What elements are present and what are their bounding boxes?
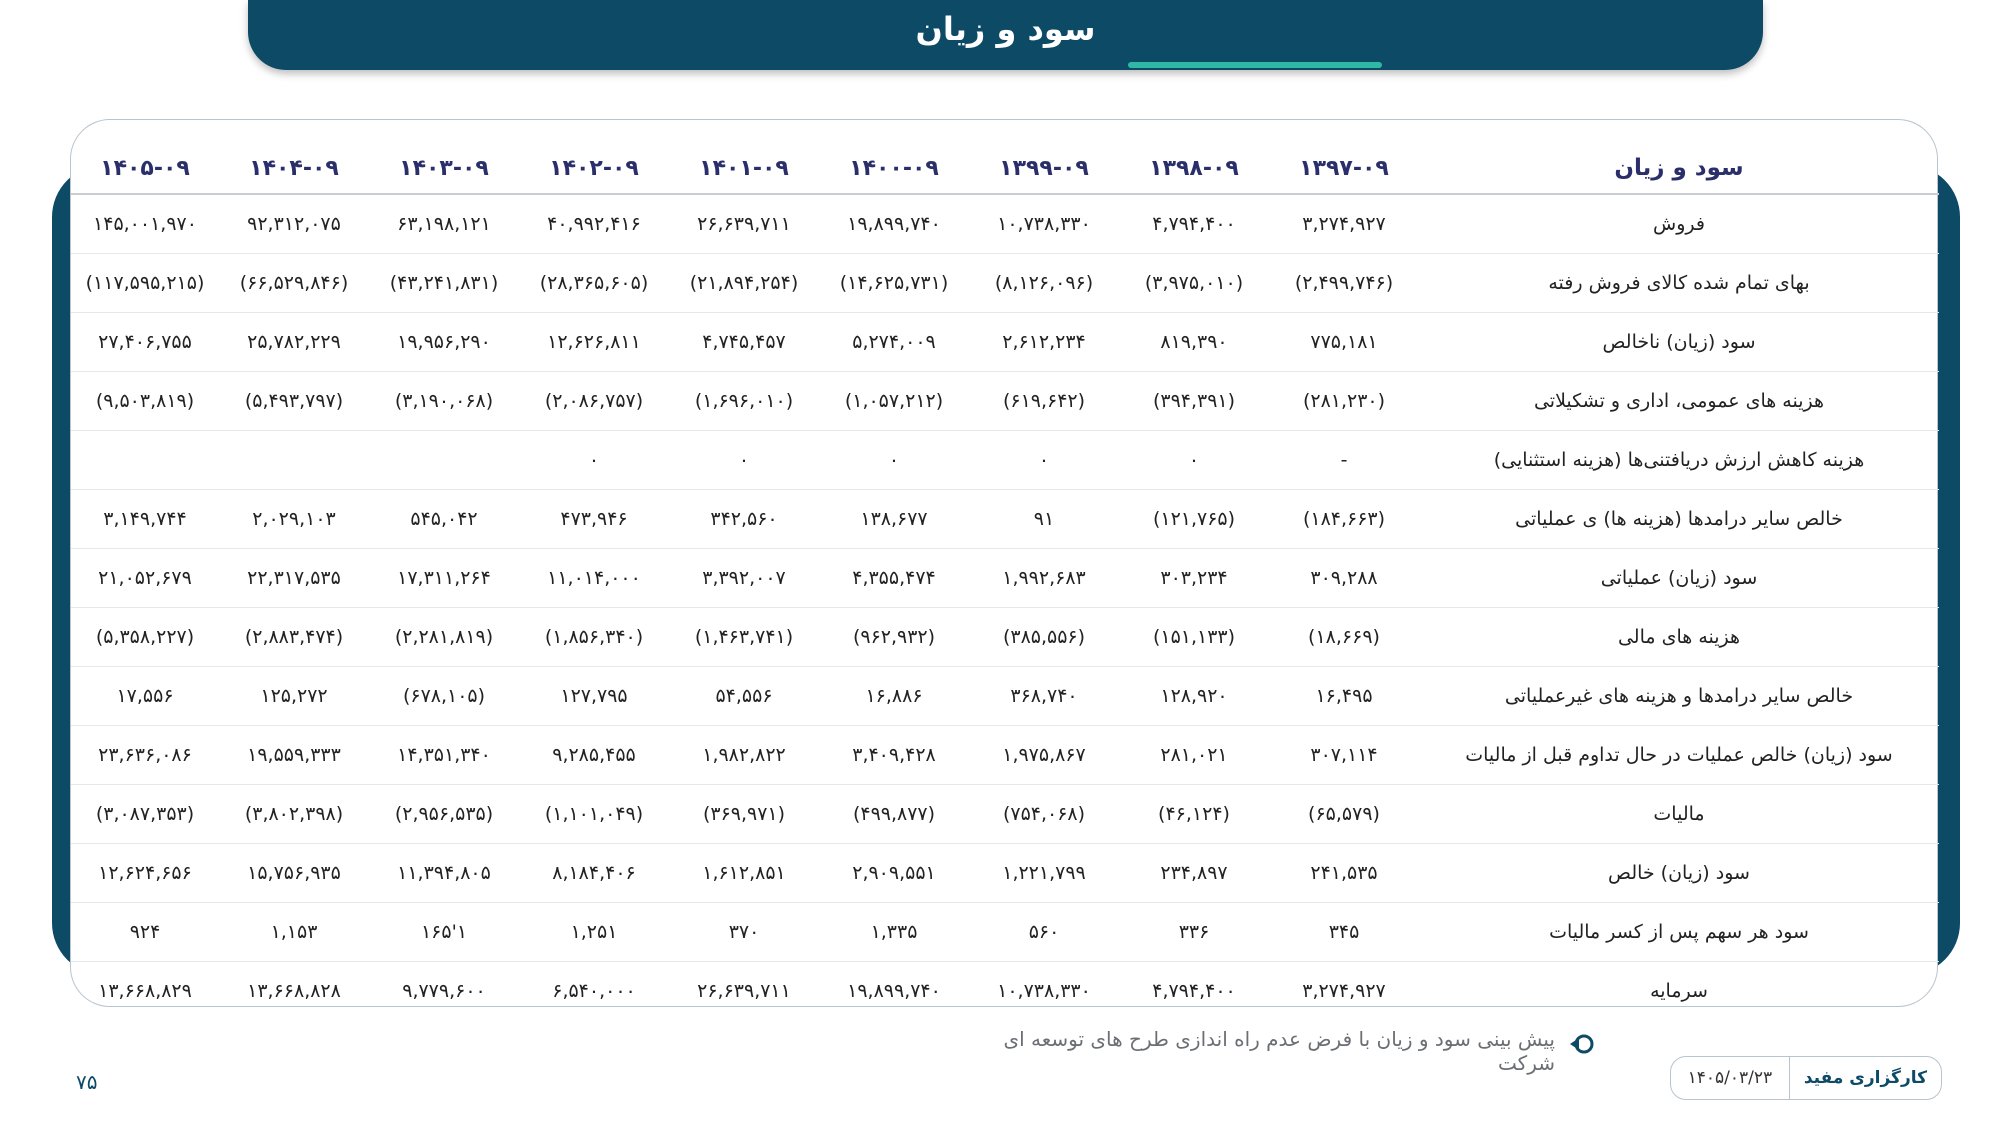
table-cell: (۸,۱۲۶,۰۹۶) — [969, 254, 1119, 313]
row-label: مالیات — [1419, 785, 1939, 844]
table-cell: ۹۱ — [969, 490, 1119, 549]
table-row — [71, 431, 1939, 490]
table-cell: ۱,۲۵۱ — [519, 903, 669, 962]
row-label: بهای تمام شده کالای فروش رفته — [1419, 254, 1939, 313]
brand-name: کارگزاری مفید — [1789, 1057, 1941, 1099]
table-cell: (۴۹۹,۸۷۷) — [819, 785, 969, 844]
table-cell: ۴۷۳,۹۴۶ — [519, 490, 669, 549]
table-cell: ۱۷,۵۵۶ — [71, 667, 219, 726]
row-label: خالص سایر درامدها (هزینه ها) ی عملیاتی — [1419, 490, 1939, 549]
table-row — [71, 608, 1939, 667]
table-cell: ۱۴,۳۵۱,۳۴۰ — [369, 726, 519, 785]
table-cell: ۳۰۳,۲۳۴ — [1119, 549, 1269, 608]
footnote-text: پیش بینی سود و زیان با فرض عدم راه اندازی طرح های توسعه ای شرکت — [1003, 1027, 1555, 1075]
table-row — [71, 726, 1939, 785]
table-cell: (۱۵۱,۱۳۳) — [1119, 608, 1269, 667]
table-cell: (۴۶,۱۲۴) — [1119, 785, 1269, 844]
table-cell: ۱۹,۵۵۹,۳۳۳ — [219, 726, 369, 785]
table-cell: ۳,۳۹۲,۰۰۷ — [669, 549, 819, 608]
table-cell: ۴۰,۹۹۲,۴۱۶ — [519, 194, 669, 254]
table-cell: ۱۳,۶۶۸,۸۲۸ — [247, 980, 341, 1002]
table-cell: ۳۰۷,۱۱۴ — [1269, 726, 1419, 785]
table-cell: (۷۵۴,۰۶۸) — [969, 785, 1119, 844]
table-cell: (۱,۸۵۶,۳۴۰) — [519, 608, 669, 667]
table-cell: ۶۳,۱۹۸,۱۲۱ — [369, 194, 519, 254]
table-cell: ۱۵,۷۵۶,۹۳۵ — [219, 844, 369, 903]
table-cell: ۵۶۰ — [969, 903, 1119, 962]
title-underline — [1128, 62, 1382, 68]
table-cell: ۰ — [669, 431, 819, 490]
table-cell: ۱۷,۳۱۱,۲۶۴ — [369, 549, 519, 608]
table-cell: (۱۸,۶۶۹) — [1269, 608, 1419, 667]
table-cell — [71, 431, 219, 490]
table-cell: ۰ — [519, 431, 669, 490]
column-header: ۱۳۹۹-۰۹ — [969, 120, 1119, 194]
table-row — [71, 372, 1939, 431]
table-cell: ۲,۶۱۲,۲۳۴ — [969, 313, 1119, 372]
table-cell: ۵,۲۷۴,۰۰۹ — [819, 313, 969, 372]
table-cell: ۱۳,۶۶۸,۸۲۹ — [98, 980, 192, 1002]
table-cell: (۳۸۵,۵۵۶) — [969, 608, 1119, 667]
table-cell: ۱۹,۸۹۹,۷۴۰ — [819, 194, 969, 254]
table-cell: ۲,۰۲۹,۱۰۳ — [219, 490, 369, 549]
footer-badge — [1670, 1056, 1942, 1100]
title-bar — [248, 0, 1763, 70]
row-label: هزینه های مالی — [1419, 608, 1939, 667]
table-cell: ۰ — [1119, 431, 1269, 490]
table-cell: ۲۳,۶۳۶,۰۸۶ — [71, 726, 219, 785]
table-cell: ۰ — [819, 431, 969, 490]
row-label: هزینه های عمومی، اداری و تشکیلاتی — [1419, 372, 1939, 431]
table-cell: ۱۰,۷۳۸,۳۳۰ — [997, 980, 1091, 1002]
table-cell: ۱۲,۶۲۴,۶۵۶ — [71, 844, 219, 903]
table-cell: (۱۱۷,۵۹۵,۲۱۵) — [71, 254, 219, 313]
table-cell: ۲۱,۰۵۲,۶۷۹ — [71, 549, 219, 608]
table-cell: ۲۶,۶۳۹,۷۱۱ — [669, 194, 819, 254]
table-cell: ۸,۱۸۴,۴۰۶ — [519, 844, 669, 903]
table-cell — [369, 431, 519, 490]
table-cell: (۱۸۴,۶۶۳) — [1269, 490, 1419, 549]
table-cell: ۵۴,۵۵۶ — [669, 667, 819, 726]
table-cell: (۲,۴۹۹,۷۴۶) — [1269, 254, 1419, 313]
table-cell: ۲۲,۳۱۷,۵۳۵ — [219, 549, 369, 608]
table-cell: (۶۱۹,۶۴۲) — [969, 372, 1119, 431]
table-cell: (۳,۱۹۰,۰۶۸) — [369, 372, 519, 431]
table-cell: ۳,۴۰۹,۴۲۸ — [819, 726, 969, 785]
table-row — [71, 490, 1939, 549]
table-cell: ۴,۷۴۵,۴۵۷ — [669, 313, 819, 372]
table-cell: ۲۸۱,۰۲۱ — [1119, 726, 1269, 785]
column-header: ۱۳۹۸-۰۹ — [1119, 120, 1269, 194]
table-cell: ۲۴۱,۵۳۵ — [1269, 844, 1419, 903]
table-cell: ۱۹,۸۹۹,۷۴۰ — [847, 980, 941, 1002]
table-cell: ۶,۵۴۰,۰۰۰ — [552, 980, 636, 1002]
row-label: فروش — [1419, 194, 1939, 254]
row-label: سود هر سهم پس از کسر مالیات — [1419, 903, 1939, 962]
table-cell: (۲۱,۸۹۴,۲۵۴) — [669, 254, 819, 313]
table-cell: ۲,۹۰۹,۵۵۱ — [819, 844, 969, 903]
column-header: ۱۴۰۱-۰۹ — [669, 120, 819, 194]
table-cell: (۴۳,۲۴۱,۸۳۱) — [369, 254, 519, 313]
table-cell: ۳,۲۷۴,۹۲۷ — [1269, 194, 1419, 254]
table-cell: ۳۷۰ — [669, 903, 819, 962]
page-title: سود و زیان — [915, 10, 1096, 48]
table-cell: ۳۴۲,۵۶۰ — [669, 490, 819, 549]
table-cell: (۹۶۲,۹۳۲) — [819, 608, 969, 667]
table-cell: (۲۸۱,۲۳۰) — [1269, 372, 1419, 431]
row-label: سود (زیان) خالص عملیات در حال تداوم قبل از مالیات — [1419, 726, 1939, 785]
table-cell: ۳۰۹,۲۸۸ — [1269, 549, 1419, 608]
page-number: ۷۵ — [76, 1070, 98, 1094]
table-cell: ۱۳۸,۶۷۷ — [819, 490, 969, 549]
table-cell: ۱۴۵,۰۰۱,۹۷۰ — [71, 194, 219, 254]
report-date: ۱۴۰۵/۰۳/۲۳ — [1687, 1068, 1773, 1088]
table-row — [71, 785, 1939, 844]
table-cell: ۱۲۵,۲۷۲ — [219, 667, 369, 726]
table-row — [71, 667, 1939, 726]
table-cell: ۱'۱۶۵ — [369, 903, 519, 962]
row-label: سرمایه — [1650, 980, 1708, 1002]
table-cell: ۲۶,۶۳۹,۷۱۱ — [697, 980, 791, 1002]
table-cell: ۳,۲۷۴,۹۲۷ — [1302, 980, 1386, 1002]
row-label: خالص سایر درامدها و هزینه های غیرعملیاتی — [1419, 667, 1939, 726]
table-cell: (۲,۲۸۱,۸۱۹) — [369, 608, 519, 667]
column-header: ۱۴۰۵-۰۹ — [71, 120, 219, 194]
table-cell: ۲۳۴,۸۹۷ — [1119, 844, 1269, 903]
table-cell: ۴,۷۹۴,۴۰۰ — [1152, 980, 1236, 1002]
table-cell: (۱,۱۰۱,۰۴۹) — [519, 785, 669, 844]
table-cell: (۳,۸۰۲,۳۹۸) — [219, 785, 369, 844]
table-cell: ۸۱۹,۳۹۰ — [1119, 313, 1269, 372]
table-cell: (۶۷۸,۱۰۵) — [369, 667, 519, 726]
table-cell: (۳,۰۸۷,۳۵۳) — [71, 785, 219, 844]
table-cell: ۵۴۵,۰۴۲ — [369, 490, 519, 549]
table-cell: ۲۵,۷۸۲,۲۲۹ — [219, 313, 369, 372]
table-cell: ۱,۹۸۲,۸۲۲ — [669, 726, 819, 785]
table-cell: ۱۲,۶۲۶,۸۱۱ — [519, 313, 669, 372]
table-row — [71, 194, 1939, 254]
table-row — [71, 844, 1939, 903]
table-cell: (۲,۰۸۶,۷۵۷) — [519, 372, 669, 431]
table-cell: (۶۵,۵۷۹) — [1269, 785, 1419, 844]
table-cell: (۹,۵۰۳,۸۱۹) — [71, 372, 219, 431]
table-cell: (۲۸,۳۶۵,۶۰۵) — [519, 254, 669, 313]
profit-loss-table — [71, 120, 1939, 1020]
table-cell: ۷۷۵,۱۸۱ — [1269, 313, 1419, 372]
row-label: سود (زیان) خالص — [1419, 844, 1939, 903]
table-cell: ۱۶,۸۸۶ — [819, 667, 969, 726]
table-cell: ۹۲۴ — [71, 903, 219, 962]
table-cell: (۱,۰۵۷,۲۱۲) — [819, 372, 969, 431]
row-label: هزینه کاهش ارزش دریافتنی‌ها (هزینه استثنایی) — [1419, 431, 1939, 490]
table-cell: (۶۶,۵۲۹,۸۴۶) — [219, 254, 369, 313]
column-header: ۱۳۹۷-۰۹ — [1269, 120, 1419, 194]
table-cell: ۴,۷۹۴,۴۰۰ — [1119, 194, 1269, 254]
arrow-target-icon — [1567, 1029, 1597, 1059]
table-cell: - — [1269, 431, 1419, 490]
table-cell: (۱,۴۶۳,۷۴۱) — [669, 608, 819, 667]
table-cell: (۳۹۴,۳۹۱) — [1119, 372, 1269, 431]
table-cell: (۳,۹۷۵,۰۱۰) — [1119, 254, 1269, 313]
table-cell: (۱,۶۹۶,۰۱۰) — [669, 372, 819, 431]
table-cell: ۳۶۸,۷۴۰ — [969, 667, 1119, 726]
table-row — [71, 549, 1939, 608]
table-cell: ۱۲۸,۹۲۰ — [1119, 667, 1269, 726]
table-cell: (۱۲۱,۷۶۵) — [1119, 490, 1269, 549]
column-header: ۱۴۰۰-۰۹ — [819, 120, 969, 194]
column-header: ۱۴۰۲-۰۹ — [519, 120, 669, 194]
table-cell: (۲,۹۵۶,۵۳۵) — [369, 785, 519, 844]
table-cell: ۹۲,۳۱۲,۰۷۵ — [219, 194, 369, 254]
table-cell: (۱۴,۶۲۵,۷۳۱) — [819, 254, 969, 313]
table-cell: (۲,۸۸۳,۴۷۴) — [219, 608, 369, 667]
table-cell: ۱,۲۲۱,۷۹۹ — [969, 844, 1119, 903]
table-cell: ۹,۲۸۵,۴۵۵ — [519, 726, 669, 785]
table-cell: (۳۶۹,۹۷۱) — [669, 785, 819, 844]
table-cell: ۱,۹۹۲,۶۸۳ — [969, 549, 1119, 608]
table-cell: (۵,۳۵۸,۲۲۷) — [71, 608, 219, 667]
table-cell: ۳۴۵ — [1269, 903, 1419, 962]
column-header: ۱۴۰۳-۰۹ — [369, 120, 519, 194]
table-cell: ۳,۱۴۹,۷۴۴ — [71, 490, 219, 549]
table-cell: ۱۲۷,۷۹۵ — [519, 667, 669, 726]
table-cell: ۹,۷۷۹,۶۰۰ — [402, 980, 486, 1002]
table-cell: ۱,۳۳۵ — [819, 903, 969, 962]
table-cell: ۱۹,۹۵۶,۲۹۰ — [369, 313, 519, 372]
table-header-row — [71, 120, 1939, 194]
table-cell: ۱,۹۷۵,۸۶۷ — [969, 726, 1119, 785]
table-cell: ۴,۳۵۵,۴۷۴ — [819, 549, 969, 608]
column-header: ۱۴۰۴-۰۹ — [219, 120, 369, 194]
row-label: سود (زیان) ناخالص — [1419, 313, 1939, 372]
table-cell: (۵,۴۹۳,۷۹۷) — [219, 372, 369, 431]
table-panel — [70, 119, 1938, 1007]
table-cell: ۱,۱۵۳ — [219, 903, 369, 962]
table-cell: ۰ — [969, 431, 1119, 490]
table-cell: ۱,۶۱۲,۸۵۱ — [669, 844, 819, 903]
table-row — [71, 962, 1939, 1021]
table-cell: ۳۳۶ — [1119, 903, 1269, 962]
table-row — [71, 903, 1939, 962]
row-label: سود (زیان) عملیاتی — [1419, 549, 1939, 608]
table-cell: ۲۷,۴۰۶,۷۵۵ — [71, 313, 219, 372]
table-cell: ۱۰,۷۳۸,۳۳۰ — [969, 194, 1119, 254]
column-header-label: سود و زیان — [1419, 120, 1939, 194]
table-cell: ۱۱,۰۱۴,۰۰۰ — [519, 549, 669, 608]
table-row — [71, 313, 1939, 372]
table-cell: ۱۱,۳۹۴,۸۰۵ — [369, 844, 519, 903]
table-row — [71, 254, 1939, 313]
table-cell: ۱۶,۴۹۵ — [1269, 667, 1419, 726]
table-cell — [219, 431, 369, 490]
